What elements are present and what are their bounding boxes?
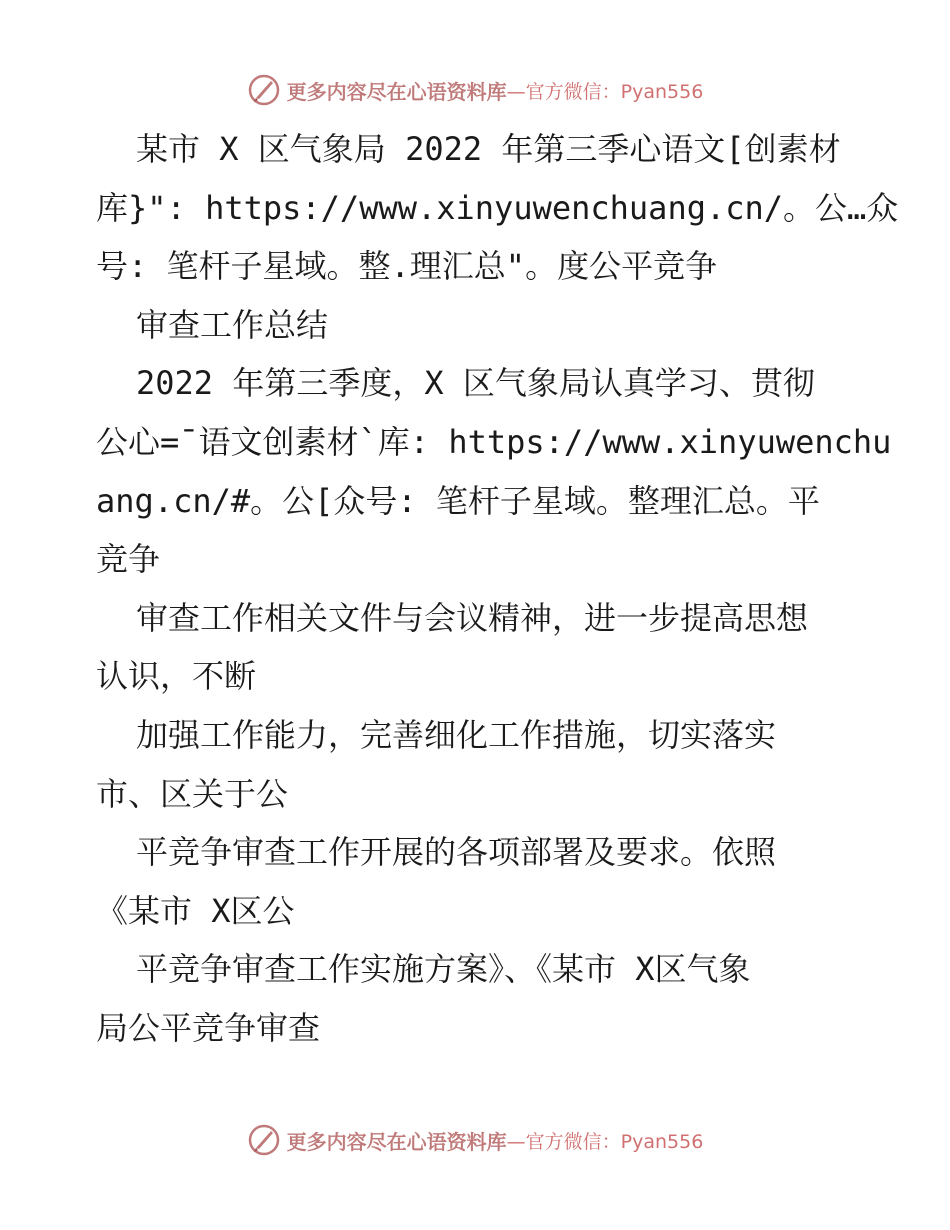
text-line: 公心=¯语文创素材`库: https://www.xinyuwenchu — [96, 422, 892, 461]
text-line: 审查工作总结 — [136, 305, 329, 344]
text-line: 平竞争审查工作开展的各项部署及要求。依照 — [136, 833, 777, 872]
text-line: ang.cn/#。公[众号: 笔杆子星域。整理汇总。平 — [96, 481, 820, 520]
watermark-main-text: 更多内容尽在心语资料库 — [286, 1129, 507, 1154]
quill-logo-icon — [247, 73, 281, 107]
watermark-sub-text: —官方微信：Pyan556 — [506, 1130, 704, 1153]
text-line: 平竞争审查工作实施方案》、《某市 X区气象 — [136, 950, 751, 989]
text-line: 《某市 X区公 — [96, 891, 295, 930]
text-line: 加强工作能力，完善细化工作措施，切实落实 — [136, 715, 777, 754]
header-watermark — [0, 70, 950, 110]
text-line: 局公平竞争审查 — [96, 1008, 321, 1047]
quill-logo-icon — [247, 1123, 281, 1157]
text-line: 库}": https://www.xinyuwenchuang.cn/。公…众 — [96, 188, 899, 227]
text-line: 市、区关于公 — [96, 774, 289, 813]
text-line: 认识，不断 — [96, 657, 257, 696]
watermark-sub-text: —官方微信：Pyan556 — [506, 80, 704, 103]
text-line: 号: 笔杆子星域。整.理汇总"。度公平竞争 — [96, 247, 718, 286]
watermark-main-text: 更多内容尽在心语资料库 — [286, 79, 507, 104]
text-line: 某市 X 区气象局 2022 年第三季心语文[创素材 — [136, 130, 841, 168]
text-line: 2022 年第三季度，X 区气象局认真学习、贯彻 — [136, 364, 815, 403]
text-line: 审查工作相关文件与会议精神，进一步提高思想 — [136, 598, 809, 637]
text-line: 竞争 — [96, 540, 161, 579]
document-body — [96, 120, 899, 1058]
footer-watermark — [0, 1120, 950, 1160]
